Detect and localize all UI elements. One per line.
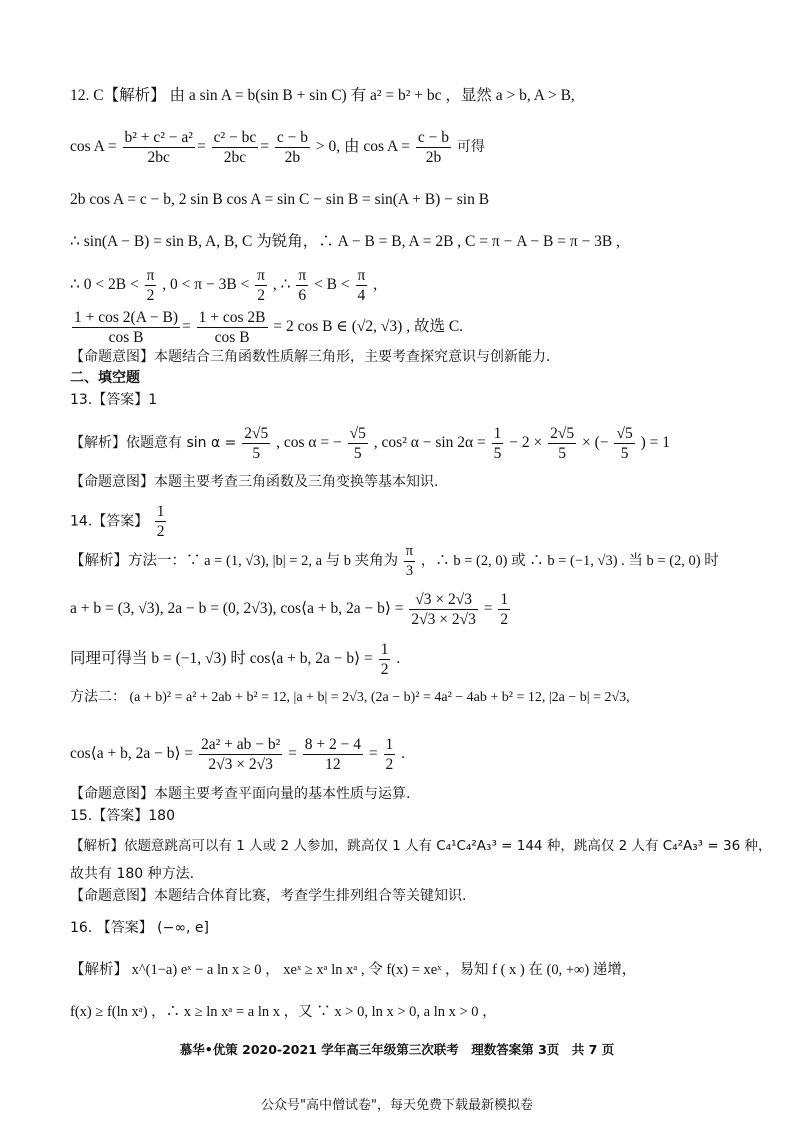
watermark-notice: 公众号"高中僧试卷"，每天免费下载最新模拟卷 bbox=[261, 1098, 533, 1113]
q12-line-6: $\frac{1 + \cos 2(A - B)}{\text{cos B}}$ = $\frac{1 + \cos 2B}{\text{cos B}}$ = 2 cos B ∈ (√2, √3) , 故选 C. bbox=[74, 309, 464, 346]
fraction: $\frac{√5}{5}$ bbox=[616, 425, 633, 462]
q12-line-3: 2b cos A = c − b, 2 sin B cos A = sin C − sin B = sin(A + B) − sin B bbox=[70, 191, 490, 208]
text: , ∴ bbox=[272, 276, 291, 294]
fraction: $\frac{1}{2}$ bbox=[156, 503, 165, 540]
text: . bbox=[401, 745, 406, 763]
fraction: $\frac{\pi}{4}$ bbox=[357, 267, 366, 304]
q15-line-1: 【解析】依题意跳高可以有 1 人或 2 人参加，跳高仅 1 人有 C₄¹C₄²A₃³ = 144 种，跳高仅 2 人有 C₄²A₃³ = 36 种， bbox=[70, 838, 772, 854]
text: = bbox=[288, 745, 297, 763]
fraction: $\frac{c - b}{2b}$ bbox=[276, 129, 308, 166]
text: > 0, 由 cos A = bbox=[315, 138, 410, 156]
q14-intent: 【命题意图】本题主要考查平面向量的基本性质与运算. bbox=[70, 786, 411, 802]
fraction: $\frac{2√5}{5}$ bbox=[550, 425, 575, 462]
text: ，∴ b = (2, 0) 或 ∴ b = (−1, √3) . 当 b = (2, 0) 时 bbox=[420, 552, 719, 569]
text: , cos α = − bbox=[276, 434, 342, 452]
text: < B < bbox=[314, 276, 350, 294]
text: cos⟨a + b, 2a − b⟩ = bbox=[70, 745, 194, 763]
fraction: $\frac{\text{2a² + ab − b²}}{2√3 \times 2√3}$ bbox=[201, 736, 281, 773]
q13-solution bbox=[70, 424, 670, 463]
q14-line-2 bbox=[70, 590, 512, 629]
fraction: $\frac{\pi}{2}$ bbox=[146, 267, 155, 304]
fraction: $\frac{1}{2}$ bbox=[385, 736, 394, 773]
text: ∴ 0 < 2B < bbox=[70, 276, 139, 294]
fraction: $\frac{1}{2}$ bbox=[380, 641, 389, 678]
q15-answer: 15.【答案】180 bbox=[70, 808, 175, 824]
fraction: $\frac{\text{c² − bc}}{2bc}$ bbox=[213, 129, 257, 166]
q12-line-1: 12. C【解析】 由 a sin A = b(sin B + sin C) 有 a² = b² + bc ，显然 a > b, A > B, bbox=[70, 87, 575, 104]
q13-answer: 13.【答案】1 bbox=[70, 392, 158, 408]
q12-intent: 【命题意图】本题结合三角函数性质解三角形，主要考查探究意识与创新能力. bbox=[70, 349, 551, 365]
q12-line-5 bbox=[70, 266, 377, 305]
fraction: $\frac{√3 \times 2√3}{2√3 \times 2√3}$ bbox=[411, 591, 476, 628]
page-footer: 慕华•优策 2020-2021 学年高三年级第三次联考 理数答案第 3页 共 7 页 bbox=[179, 1042, 615, 1057]
text: 同理可得当 b = (−1, √3) 时 cos⟨a + b, 2a − b⟩ = bbox=[70, 650, 373, 668]
q16-line-1: 【解析】 x^(1−a) eˣ − a ln x ≥ 0 ， xeˣ ≥ xᵃ ln xᵃ , 令 f(x) = xeˣ ，易知 f ( x ) 在 (0, +∞) 递增， bbox=[70, 962, 637, 978]
text: − 2 × bbox=[509, 434, 543, 452]
text: 【解析】依题意有 sin α = bbox=[70, 435, 237, 452]
fraction: $\frac{1}{5}$ bbox=[493, 425, 502, 462]
fraction: $\frac{\pi}{6}$ bbox=[298, 267, 307, 304]
text: 【解析】方法一：∵ a = (1, √3), |b| = 2, a 与 b 夹角为 bbox=[70, 552, 399, 569]
text: = bbox=[483, 600, 493, 618]
text: × (− bbox=[582, 434, 609, 452]
q16-answer: 16. 【答案】 (−∞, e] bbox=[70, 920, 209, 936]
text: = bbox=[368, 745, 378, 763]
fraction: $\frac{\text{b² + c² − a²}}{2bc}$ bbox=[124, 129, 193, 166]
text: , bbox=[373, 276, 378, 294]
q14-answer bbox=[70, 502, 168, 541]
q15-intent: 【命题意图】本题结合体育比赛，考查学生排列组合等关键知识. bbox=[70, 888, 467, 904]
q14-line-4: 方法二： (a + b)² = a² + 2ab + b² = 12, |a + b| = 2√3, (2a − b)² = 4a² − 4ab + b² = 12, |2a − b| = 2√3, bbox=[70, 690, 630, 705]
q14-line-5 bbox=[70, 735, 405, 774]
fraction: $\frac{√5}{5}$ bbox=[349, 425, 366, 462]
text: = 2 cos B ∈ (√2, √3) , 故选 C. bbox=[273, 318, 464, 336]
fraction: $\frac{1 + \cos 2(A - B)}{\text{cos B}}$ bbox=[74, 309, 179, 346]
q15-line-2: 故共有 180 种方法. bbox=[70, 866, 195, 882]
q14-line-1 bbox=[70, 542, 719, 581]
text: , cos² α − sin 2α = bbox=[373, 434, 486, 452]
fraction: $\frac{1}{2}$ bbox=[500, 591, 509, 628]
text: . bbox=[396, 650, 401, 668]
section-heading: 二、填空题 bbox=[70, 370, 140, 386]
fraction: $\frac{1 + \cos 2B}{\text{cos B}}$ bbox=[198, 309, 266, 346]
q13-intent: 【命题意图】本题主要考查三角函数及三角变换等基本知识. bbox=[70, 474, 439, 490]
text: , 0 < π − 3B < bbox=[162, 276, 250, 294]
q14-line-3 bbox=[70, 640, 400, 679]
text: ) = 1 bbox=[640, 434, 670, 452]
text: a + b = (3, √3), 2a − b = (0, 2√3), cos⟨a + b, 2a − b⟩ = bbox=[70, 600, 404, 618]
fraction: $\frac{c - b}{2b}$ bbox=[417, 129, 449, 166]
fraction: $\frac{2√5}{5}$ bbox=[244, 425, 269, 462]
fraction: $\frac{\pi}{2}$ bbox=[257, 267, 265, 304]
q12-line-4: ∴ sin(A − B) = sin B, A, B, C 为锐角，∴ A − B = B, A = 2B , C = π − A − B = π − 3B , bbox=[70, 233, 621, 250]
fraction: $\frac{8 + 2 - 4}{12}$ bbox=[304, 736, 362, 773]
text: 14.【答案】 bbox=[70, 513, 149, 530]
fraction: $\frac{\pi}{3}$ bbox=[405, 543, 414, 579]
text: cos A = bbox=[70, 138, 117, 156]
q12-line-2: cos A = $\frac{\text{b² + c² − a²}}{2bc}$ = $\frac{\text{c² − bc}}{2bc}$ = $\frac{c - b}{2b}$ > 0, 由 cos A = $\frac{c - b}{2b}$ 可得 bbox=[70, 129, 485, 166]
text: 可得 bbox=[456, 139, 485, 156]
q16-line-2: f(x) ≥ f(ln xᵃ) ，∴ x ≥ ln xᵃ = a ln x ，又 ∵ x > 0, ln x > 0, a ln x > 0 ， bbox=[70, 1004, 497, 1020]
